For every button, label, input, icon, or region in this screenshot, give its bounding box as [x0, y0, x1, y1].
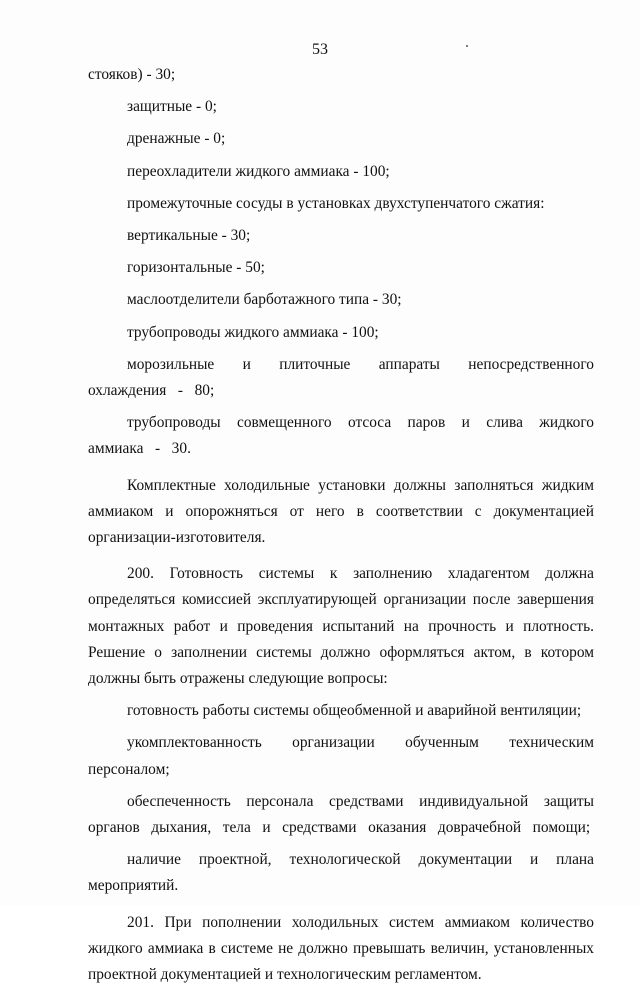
list-item-drainage: дренажные - 0;: [127, 130, 226, 148]
list-item-protection-equipment: обеспеченность персонала средствами индивидуальной защиты органов дыхания, тела и средствами оказания доврачебной помощи;: [88, 792, 594, 837]
list-item-subcoolers: переохладители жидкого аммиака - 100;: [127, 162, 390, 180]
list-item-liquid-pipelines: трубопроводы жидкого аммиака - 100;: [127, 323, 379, 341]
list-item-vertical: вертикальные - 30;: [127, 227, 251, 245]
document-body: [88, 62, 594, 988]
paragraph-201: 201. При пополнении холодильных систем аммиаком количество жидкого аммиака в системе не должно превышать величин, установленных проектной документацией и технологическим регламентом.: [88, 913, 594, 984]
list-item-staffing: укомплектованность организации обученным техническим персоналом;: [88, 734, 594, 778]
paragraph-packaged-units: Комплектные холодильные установки должны заполняться жидким аммиаком и опорожняться от него в соответствии с документацией организации-изготовителя.: [88, 476, 594, 547]
list-item-intermediate-vessels: промежуточные сосуды в установках двухступенчатого сжатия:: [127, 194, 545, 212]
list-item-protective: защитные - 0;: [127, 98, 217, 116]
list-item-horizontal: горизонтальные - 50;: [127, 259, 265, 277]
page-number: 53: [312, 41, 328, 58]
scan-speck: [466, 45, 468, 47]
list-item-oil-separators: маслоотделители барботажного типа - 30;: [127, 291, 402, 309]
list-item-documentation: наличие проектной, технологической документации и плана мероприятий.: [88, 851, 594, 895]
paragraph-continuation: стояков) - 30;: [88, 66, 176, 83]
list-item-freezers: морозильные и плиточные аппараты непосредственного охлаждения - 80;: [88, 355, 594, 400]
list-item-combined-pipelines: трубопроводы совмещенного отсоса паров и слива жидкого аммиака - 30.: [88, 414, 594, 458]
paragraph-200: 200. Готовность системы к заполнению хладагентом должна определяться комиссией эксплуатирующей организации после завершения монтажных работ и проведения испытаний на прочность и плотность. Решение о заполнении системы должно оформляться актом, в котором должны быть отражены следующие вопросы:: [88, 565, 594, 688]
list-item-ventilation: готовность работы системы общеобменной и аварийной вентиляции;: [127, 702, 582, 720]
